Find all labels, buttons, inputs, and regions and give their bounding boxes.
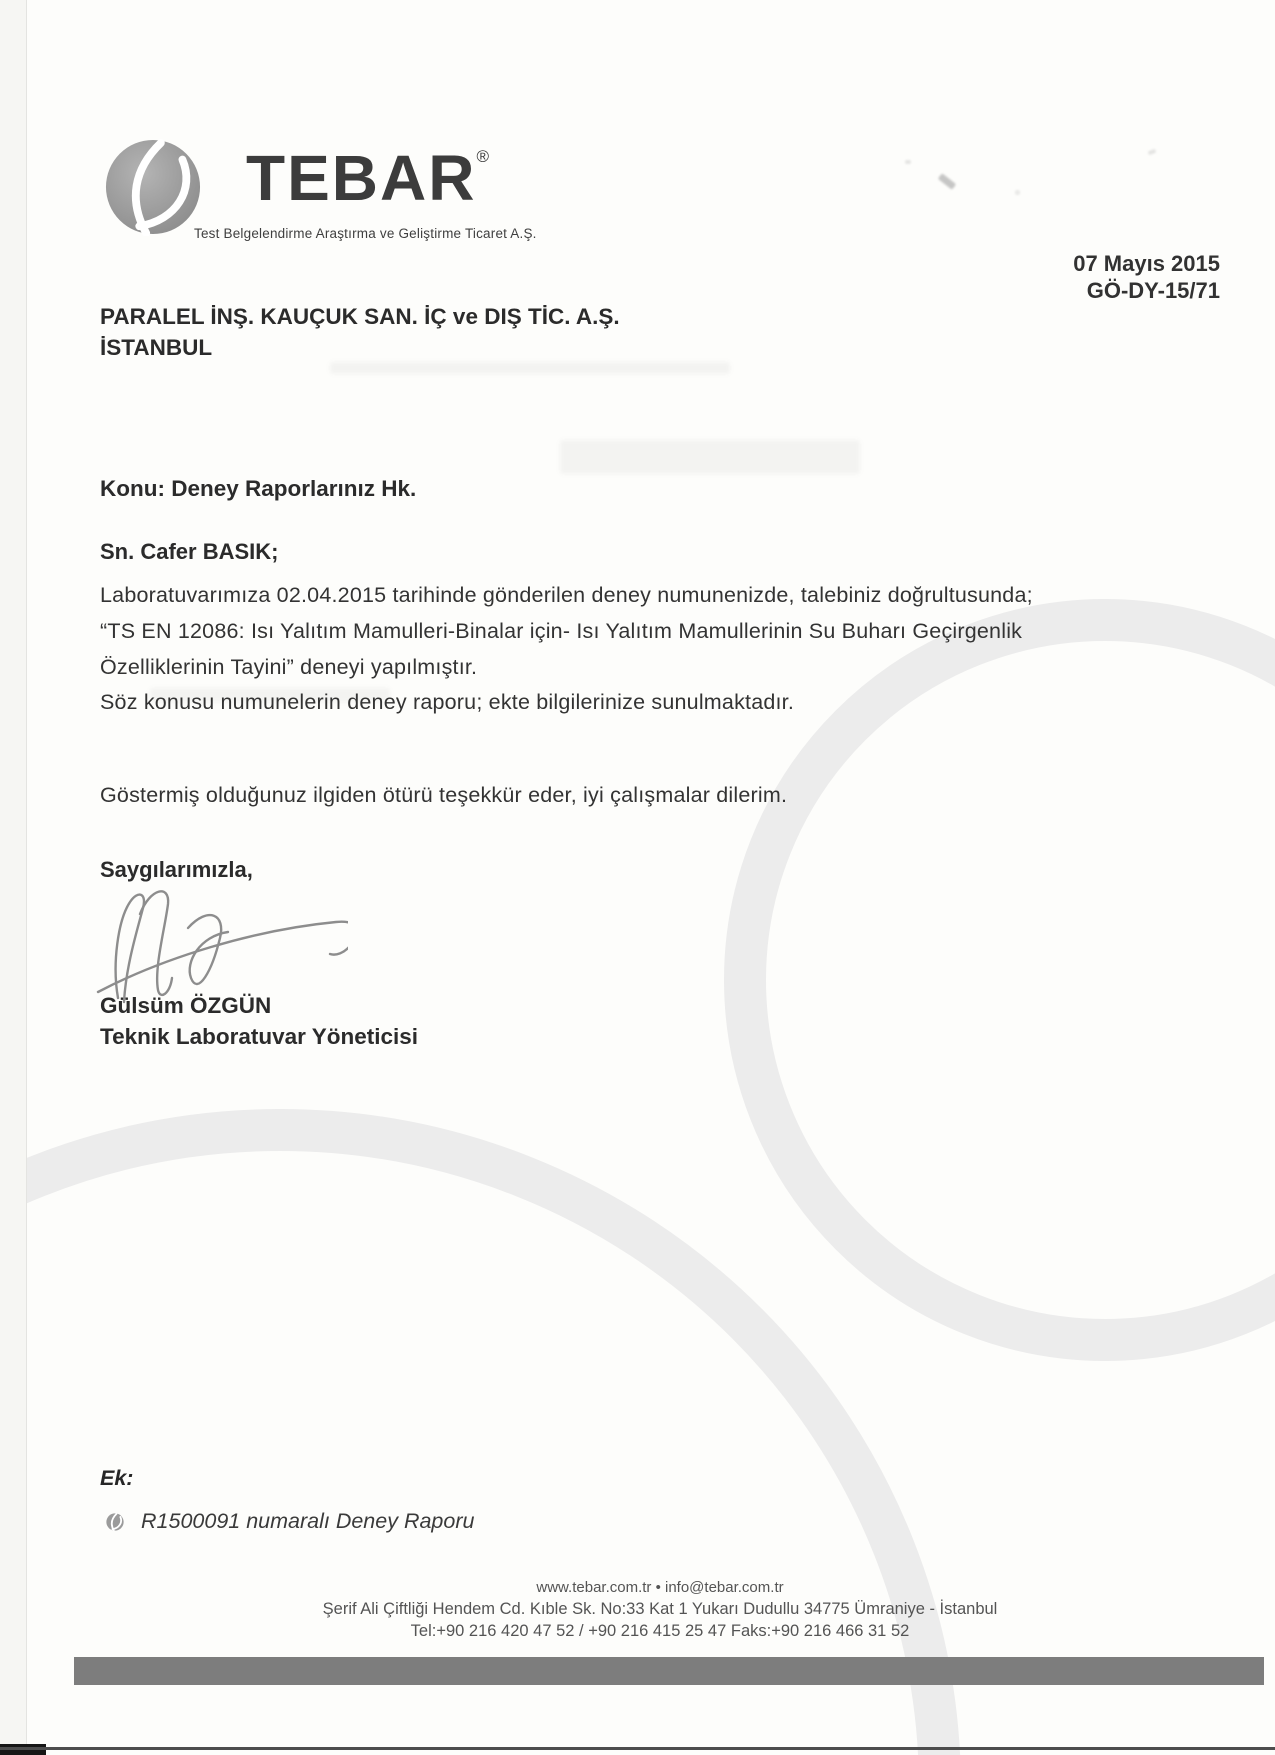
footer-web-email: www.tebar.com.tr • info@tebar.com.tr [536,1579,784,1596]
date-reference-block [1073,250,1220,304]
body-line-3: Özelliklerinin Tayini” deneyi yapılmıştır. [100,655,478,679]
footer-phones: Tel:+90 216 420 47 52 / +90 216 415 25 47 Faks:+90 216 466 31 52 [410,1622,910,1640]
attachment-bullet-globe-icon [106,1513,124,1531]
body-line-4: Söz konusu numunelerin deney raporu; ekte bilgilerinize sunulmaktadır. [100,690,795,714]
signature-scribble [88,876,348,1011]
attachment-item: R1500091 numaralı Deney Raporu [141,1509,475,1533]
scan-smudge [1015,190,1020,195]
body-line-2: “TS EN 12086: Isı Yalıtım Mamulleri-Binalar için- Isı Yalıtım Mamullerinin Su Buharı Geçirgenlik [100,619,1023,643]
signer-name: Gülsüm ÖZGÜN [100,993,272,1018]
brand-tagline: Test Belgelendirme Araştırma ve Geliştirme Ticaret A.Ş. [194,226,537,241]
footer-address: Şerif Ali Çiftliği Hendem Cd. Kıble Sk. No:33 Kat 1 Yukarı Dudullu 34775 Ümraniye - İstanbul [322,1600,998,1618]
attachment-label: Ek: [100,1466,134,1490]
body-thanks-line: Göstermiş olduğunuz ilgiden ötürü teşekkür eder, iyi çalışmalar dilerim. [100,783,788,807]
footer-contact-block [160,1578,1160,1642]
recipient-city: İSTANBUL [100,335,213,360]
signer-title: Teknik Laboratuvar Yöneticisi [100,1024,419,1049]
recipient-company: PARALEL İNŞ. KAUÇUK SAN. İÇ ve DIŞ TİC. A.Ş. [100,304,620,329]
registered-trademark: ® [476,147,489,166]
scan-edge-artifact [0,0,27,1755]
brand-name: TEBAR® [246,142,489,214]
recipient-block [100,301,620,363]
scan-smudge [905,160,911,164]
scan-bottom-edge-line [0,1747,1275,1750]
bleedthrough-ghost [330,362,730,374]
letter-reference: GÖ-DY-15/71 [1086,278,1220,303]
salutation: Sn. Cafer BASIK; [100,539,279,564]
subject-line: Konu: Deney Raporlarınız Hk. [100,476,417,501]
tebar-globe-icon [104,138,202,236]
bleedthrough-ghost [560,440,860,474]
letter-date: 07 Mayıs 2015 [1073,251,1220,276]
valediction: Saygılarımızla, [100,857,253,882]
footer-gray-bar [74,1657,1264,1685]
body-line-1: Laboratuvarımıza 02.04.2015 tarihinde gönderilen deney numunenizde, talebiniz doğrultusunda; [100,583,1033,607]
